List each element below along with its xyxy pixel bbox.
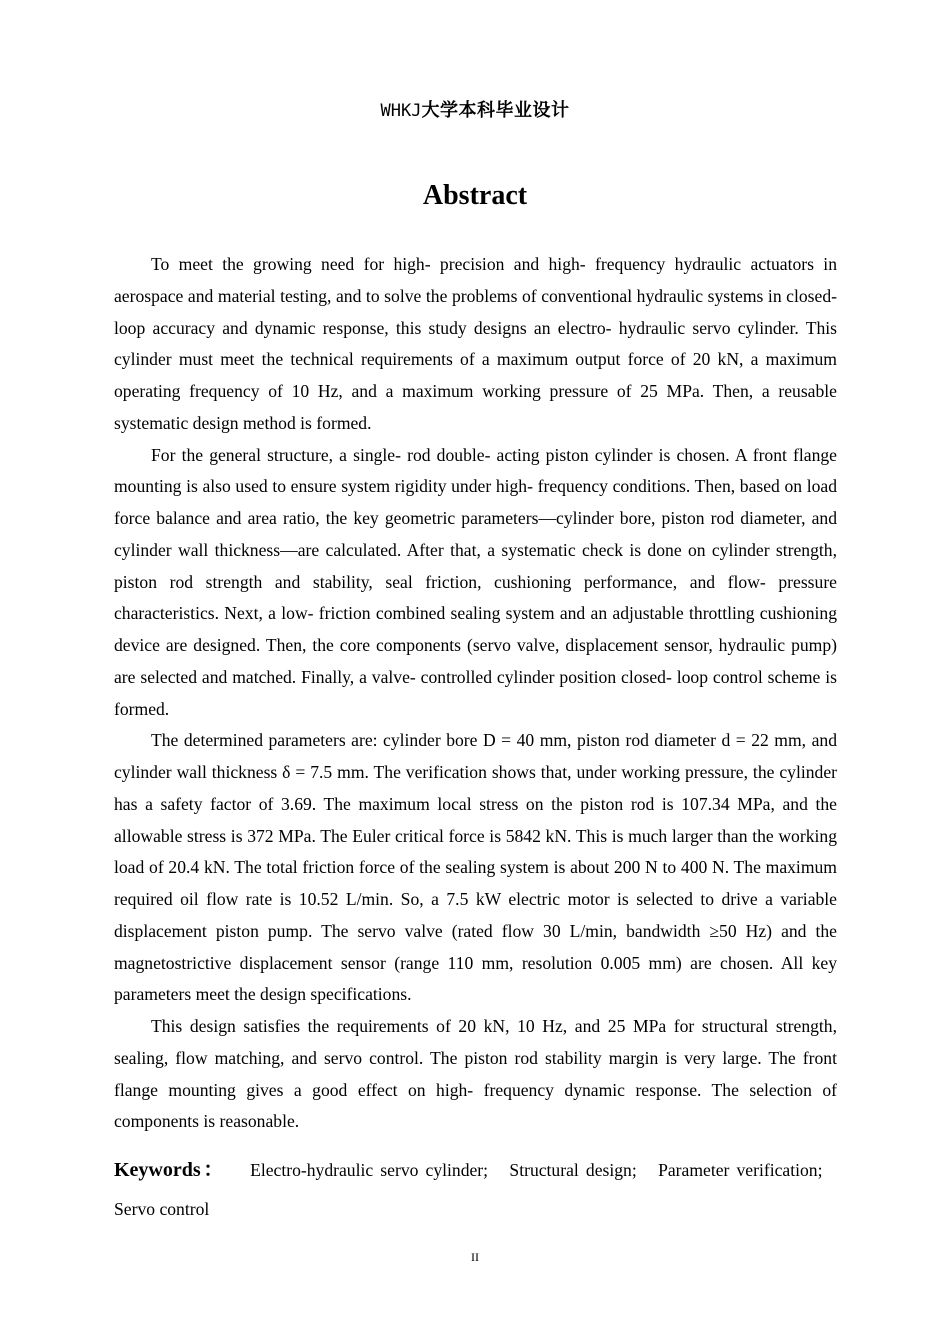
abstract-paragraph: This design satisfies the requirements of 20 kN, 10 Hz, and 25 MPa for structural strength, sealing, flow matching, and servo control. The piston rod stability margin is very large. The front flange mounting gives a good effect on high- frequency dynamic response. The selection of components is reasonable. (114, 1016, 837, 1132)
keyword-item: Servo control (114, 1199, 210, 1219)
header-university-code: WHKJ (380, 101, 422, 121)
keyword-item: Parameter verification; (658, 1160, 823, 1180)
abstract-body (114, 249, 837, 1138)
keywords-section (114, 1151, 834, 1229)
abstract-paragraph: To meet the growing need for high- precision and high- frequency hydraulic actuators in aerospace and material testing, and to solve the problems of conventional hydraulic systems in closed- loop accuracy and dynamic response, this study designs an electro- hydraulic servo cylinder. This cylinder must meet the technical requirements of a maximum output force of 20 kN, a maximum operating frequency of 10 Hz, and a maximum working pressure of 25 MPa. Then, a reusable systematic design method is formed. (114, 254, 837, 433)
abstract-title: Abstract (422, 180, 528, 211)
keywords-label: Keywords： (114, 1159, 227, 1181)
keyword-item: Structural design; (509, 1160, 637, 1180)
keyword-item: Electro-hydraulic servo cylinder; (250, 1160, 489, 1180)
page-number: II (471, 1250, 479, 1264)
abstract-paragraph: For the general structure, a single- rod double- acting piston cylinder is chosen. A front flange mounting is also used to ensure system rigidity under high- frequency conditions. Then, based on load force balance and area ratio, the key geometric parameters—cylinder bore, piston rod diameter, and cylinder wall thickness—are calculated. After that, a systematic check is done on cylinder strength, piston rod strength and stability, seal friction, cushioning performance, and flow- pressure characteristics. Next, a low- friction combined sealing system and an adjustable throttling cushioning device are designed. Then, the core components (servo valve, displacement sensor, hydraulic pump) are selected and matched. Finally, a valve- controlled cylinder position closed- loop control scheme is formed. (114, 444, 837, 719)
abstract-paragraph: The determined parameters are: cylinder bore D = 40 mm, piston rod diameter d = 22 mm, and cylinder wall thickness δ = 7.5 mm. The verification shows that, under working pressure, the cylinder has a safety factor of 3.69. The maximum local stress on the piston rod is 107.34 MPa, and the allowable stress is 372 MPa. The Euler critical force is 5842 kN. This is much larger than the working load of 20.4 kN. The total friction force of the sealing system is about 200 N to 400 N. The maximum required oil flow rate is 10.52 L/min. So, a 7.5 kW electric motor is selected to drive a variable displacement piston pump. The servo valve (rated flow 30 L/min, bandwidth ≥50 Hz) and the magnetostrictive displacement sensor (range 110 mm, resolution 0.005 mm) are chosen. All key parameters meet the design specifications. (114, 730, 837, 1005)
page-header (0, 96, 950, 122)
header-thesis-label: 大学本科毕业设计 (421, 100, 570, 121)
